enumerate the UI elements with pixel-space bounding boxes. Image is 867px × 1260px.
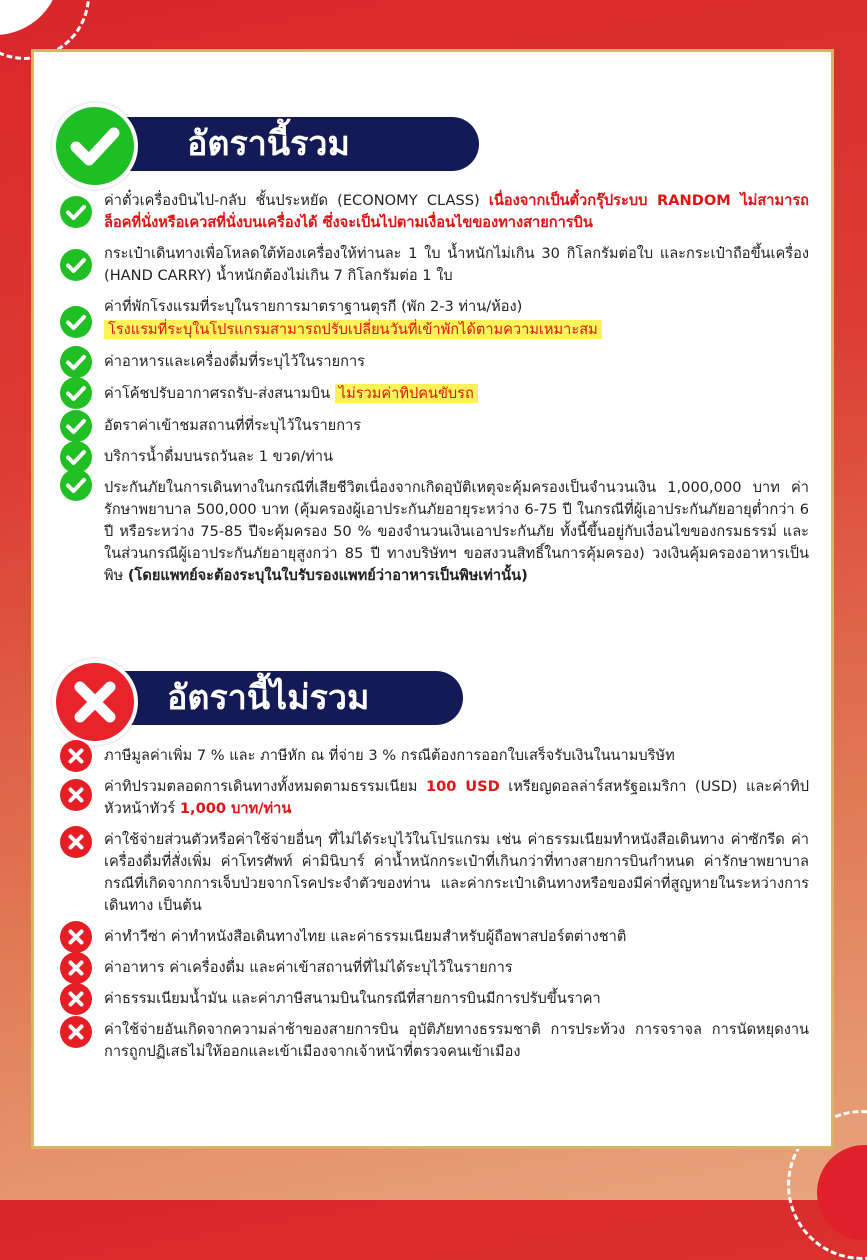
x-circle-icon (60, 779, 92, 811)
item-text-mid: เหรียญดอลล่าร์สหรัฐอเมริกา (USD) และค่าทิปหัวหน้าทัวร์ (104, 778, 809, 817)
item-text: ค่าทำวีซ่า ค่าทำหนังสือเดินทางไทย และค่าธรรมเนียมสำหรับผู้ถือพาสปอร์ตต่างชาติ (104, 928, 627, 945)
excluded-item-vat (60, 745, 809, 767)
excluded-item-extra-food (60, 957, 809, 979)
x-circle-icon (60, 826, 92, 858)
item-text: บริการน้ำดื่มบนรถวันละ 1 ขวด/ท่าน (104, 448, 334, 465)
excluded-item-fuel (60, 988, 809, 1010)
item-text: ประกันภัยในการเดินทางในกรณีที่เสียชีวิตเนื่องจากเกิดอุบัติเหตุจะคุ้มครองเป็นจำนวนเงิน 1,000,000 บาท ค่ารักษาพยาบาล 500,000 บาท (คุ้มครองผู้เอาประกันภัยอายุระหว่าง 6-75 ปี ในกรณีที่ผู้เอาประกันภัยอายุต่ำกว่า 6 ปี หรือระหว่าง 75-85 ปีจะคุ้มครอง 50 % ของจำนวนเงินเอาประกันภัย ทั้งนี้ขึ้นอยู่กับเงื่อนไขของกรมธรรม์ และในส่วนกรณีผู้เอาประกันภัยอายุสูงกว่า 85 ปี ทางบริษัทฯ ขอสงวนสิทธิ์ในการคุ้มครอง) วงเงินคุ้มครองอาหารเป็นพิษ (104, 479, 809, 584)
included-item-insurance (60, 477, 809, 587)
content-card (31, 49, 834, 1149)
excluded-item-visa (60, 926, 809, 948)
check-circle-icon (60, 410, 92, 442)
item-text: อัตราค่าเข้าชมสถานที่ที่ระบุไว้ในรายการ (104, 417, 362, 434)
item-text: ค่าทิปรวมตลอดการเดินทางทั้งหมดตามธรรมเนียม (104, 778, 426, 795)
item-text: ค่าอาหาร ค่าเครื่องดื่ม และค่าเข้าสถานที่ที่ไม่ได้ระบุไว้ในรายการ (104, 959, 513, 976)
included-item-admission (60, 415, 809, 437)
included-item-baggage (60, 243, 809, 287)
item-text: ค่าอาหารและเครื่องดื่มที่ระบุไว้ในรายการ (104, 353, 365, 370)
check-circle-icon (60, 249, 92, 281)
item-text: ค่าตั๋วเครื่องบินไป-กลับ ชั้นประหยัด (ECONOMY CLASS) (104, 192, 489, 209)
item-text: ค่าธรรมเนียมน้ำมัน และค่าภาษีสนามบินในกรณีที่สายการบินมีการปรับขึ้นราคา (104, 990, 601, 1007)
included-item-airfare (60, 190, 809, 234)
check-circle-icon (60, 346, 92, 378)
excluded-list (60, 745, 809, 1072)
item-leader-tip: 1,000 บาท/ท่าน (179, 800, 292, 817)
included-item-water (60, 446, 809, 468)
item-text: ค่าโค้ชปรับอากาศรถรับ-ส่งสนามบิน (104, 385, 335, 402)
included-title: อัตรานี้รวม (187, 124, 350, 164)
check-circle-icon (60, 469, 92, 501)
x-circle-icon (60, 952, 92, 984)
item-emphasis: เนื่องจากเป็นตั๋วกรุ๊ประบบ RANDOM ไม่สามารถล็อคที่นั่งหรือเควสที่นั่งบนเครื่องได้ ซึ่งจะเป็นไปตามเงื่อนไขของทางสายการบิน (104, 192, 809, 231)
excluded-title: อัตรานี้ไม่รวม (167, 678, 370, 718)
item-text: ค่าที่พักโรงแรมที่ระบุในรายการมาตราฐานตุรกี (พัก 2-3 ท่าน/ห้อง) (104, 298, 523, 315)
excluded-header (52, 669, 472, 729)
excluded-item-tips (60, 776, 809, 820)
included-item-meals (60, 351, 809, 373)
included-header (52, 115, 472, 175)
check-circle-icon (60, 306, 92, 338)
check-circle-icon (60, 196, 92, 228)
excluded-x-badge-icon (52, 659, 138, 745)
x-circle-icon (60, 1016, 92, 1048)
x-circle-icon (60, 921, 92, 953)
item-highlight: โรงแรมที่ระบุในโปรแกรมสามารถปรับเปลี่ยนวันที่เข้าพักได้ตามความเหมาะสม (104, 320, 602, 339)
excluded-item-delays (60, 1019, 809, 1063)
item-tip-amount: 100 USD (425, 778, 500, 795)
excluded-item-personal (60, 829, 809, 917)
item-text: ค่าใช้จ่ายส่วนตัวหรือค่าใช้จ่ายอื่นๆ ที่ไม่ได้ระบุไว้ในโปรแกรม เช่น ค่าธรรมเนียมทำหนังสือเดินทาง ค่าซักรีด ค่าเครื่องดื่มที่สั่งเพิ่ม ค่าโทรศัพท์ ค่ามินิบาร์ ค่าน้ำหนักกระเป๋าที่เกินกว่าที่ทางสายการบินกำหนด ค่ารักษาพยาบาลกรณีที่เกิดจากการเจ็บป่วยจากโรคประจำตัวของท่าน และค่ากระเป๋าเดินทางหรือของมีค่าที่สูญหายในระหว่างการเดินทาง เป็นต้น (104, 831, 809, 914)
item-text: กระเป๋าเดินทางเพื่อโหลดใต้ท้องเครื่องให้ท่านละ 1 ใบ น้ำหนักไม่เกิน 30 กิโลกรัมต่อใบ และกระเป๋าถือขึ้นเครื่อง (HAND CARRY) น้ำหนักต้องไม่เกิน 7 กิโลกรัมต่อ 1 ใบ (104, 245, 809, 284)
check-circle-icon (60, 377, 92, 409)
included-list (60, 190, 809, 596)
included-item-coach (60, 382, 809, 406)
item-highlight: ไม่รวมค่าทิปคนขับรถ (335, 384, 478, 403)
included-check-badge-icon (52, 103, 138, 189)
item-text: ภาษีมูลค่าเพิ่ม 7 % และ ภาษีหัก ณ ที่จ่าย 3 % กรณีต้องการออกใบเสร็จรับเงินในนามบริษัท (104, 747, 675, 764)
x-circle-icon (60, 983, 92, 1015)
x-circle-icon (60, 740, 92, 772)
included-item-hotel (60, 296, 809, 342)
item-text: ค่าใช้จ่ายอันเกิดจากความล่าช้าของสายการบิน อุบัติภัยทางธรรมชาติ การประท้วง การจราจล การนัดหยุดงาน การถูกปฏิเสธไม่ให้ออกและเข้าเมืองจากเจ้าหน้าที่ตรวจคนเข้าเมือง (104, 1021, 809, 1060)
item-bold-note: (โดยแพทย์จะต้องระบุในใบรับรองแพทย์ว่าอาหารเป็นพิษเท่านั้น) (127, 567, 528, 584)
